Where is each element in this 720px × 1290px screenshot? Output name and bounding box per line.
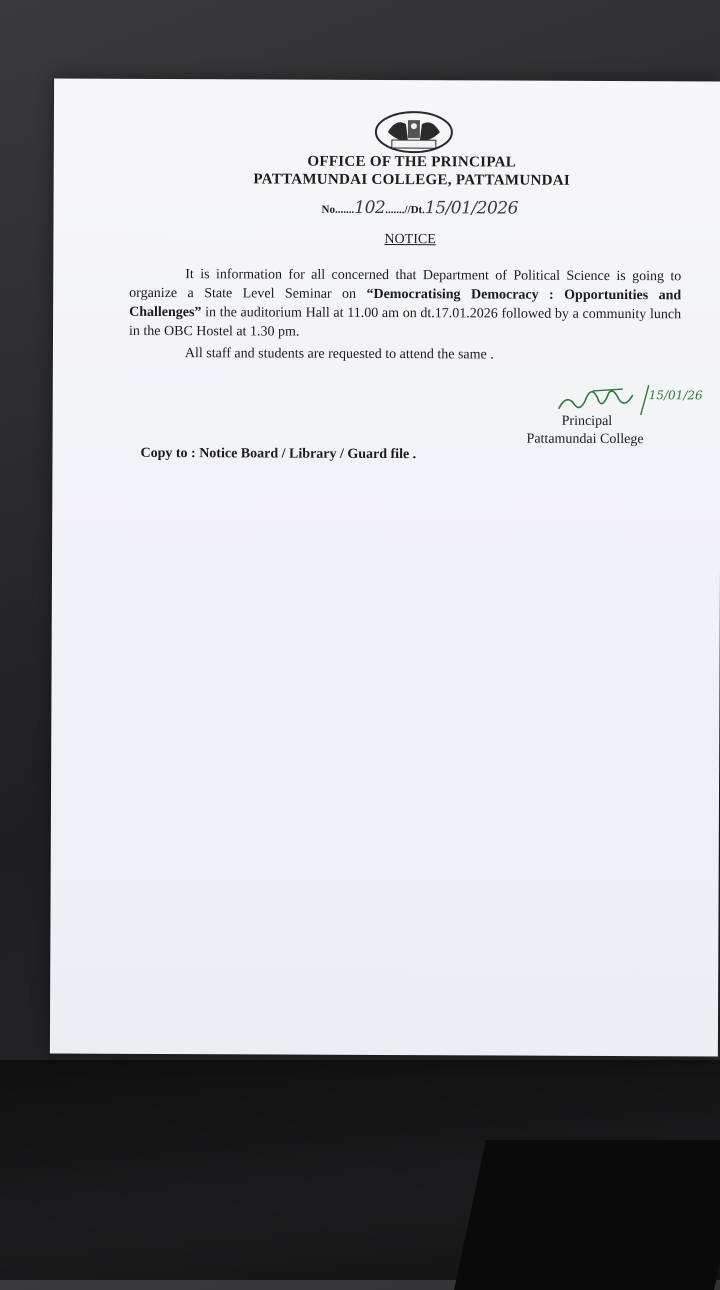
ref-no-label: No....... xyxy=(321,203,355,216)
notice-title: NOTICE xyxy=(384,231,436,248)
college-heading: PATTAMUNDAI COLLEGE, PATTAMUNDAI xyxy=(253,171,571,189)
college-emblem-icon xyxy=(374,110,454,156)
office-heading: OFFICE OF THE PRINCIPAL xyxy=(307,153,517,171)
body-intro: It is information for all concerned that Department of Political Science is going to organize a State Level Seminar on xyxy=(129,267,682,302)
ref-date-label: .......//Dt. xyxy=(385,203,425,217)
reference-line xyxy=(322,198,518,219)
seminar-title: “Democratising Democracy : Opportunities and Challenges” xyxy=(129,286,682,321)
signatory-title: Principal xyxy=(561,413,613,429)
copy-to-line: Copy to : Notice Board / Library / Guard file . xyxy=(140,445,417,463)
body-rest: in the auditorium Hall at 11.00 am on dt.17.01.2026 followed by a community lunch in the OBC Hostel at 1.30 pm. xyxy=(128,305,682,340)
notice-paragraph xyxy=(129,265,681,343)
signatory-college: Pattamundai College xyxy=(526,431,644,448)
ref-no-value: 102 xyxy=(354,197,386,218)
notice-body xyxy=(129,265,681,365)
ref-date-value: 15/01/2026 xyxy=(424,198,518,219)
request-line: All staff and students are requested to attend the same . xyxy=(184,346,494,363)
desk-shadow xyxy=(454,1140,720,1290)
notice-paper xyxy=(50,79,720,1057)
signature-date: 15/01/26 xyxy=(648,388,703,403)
